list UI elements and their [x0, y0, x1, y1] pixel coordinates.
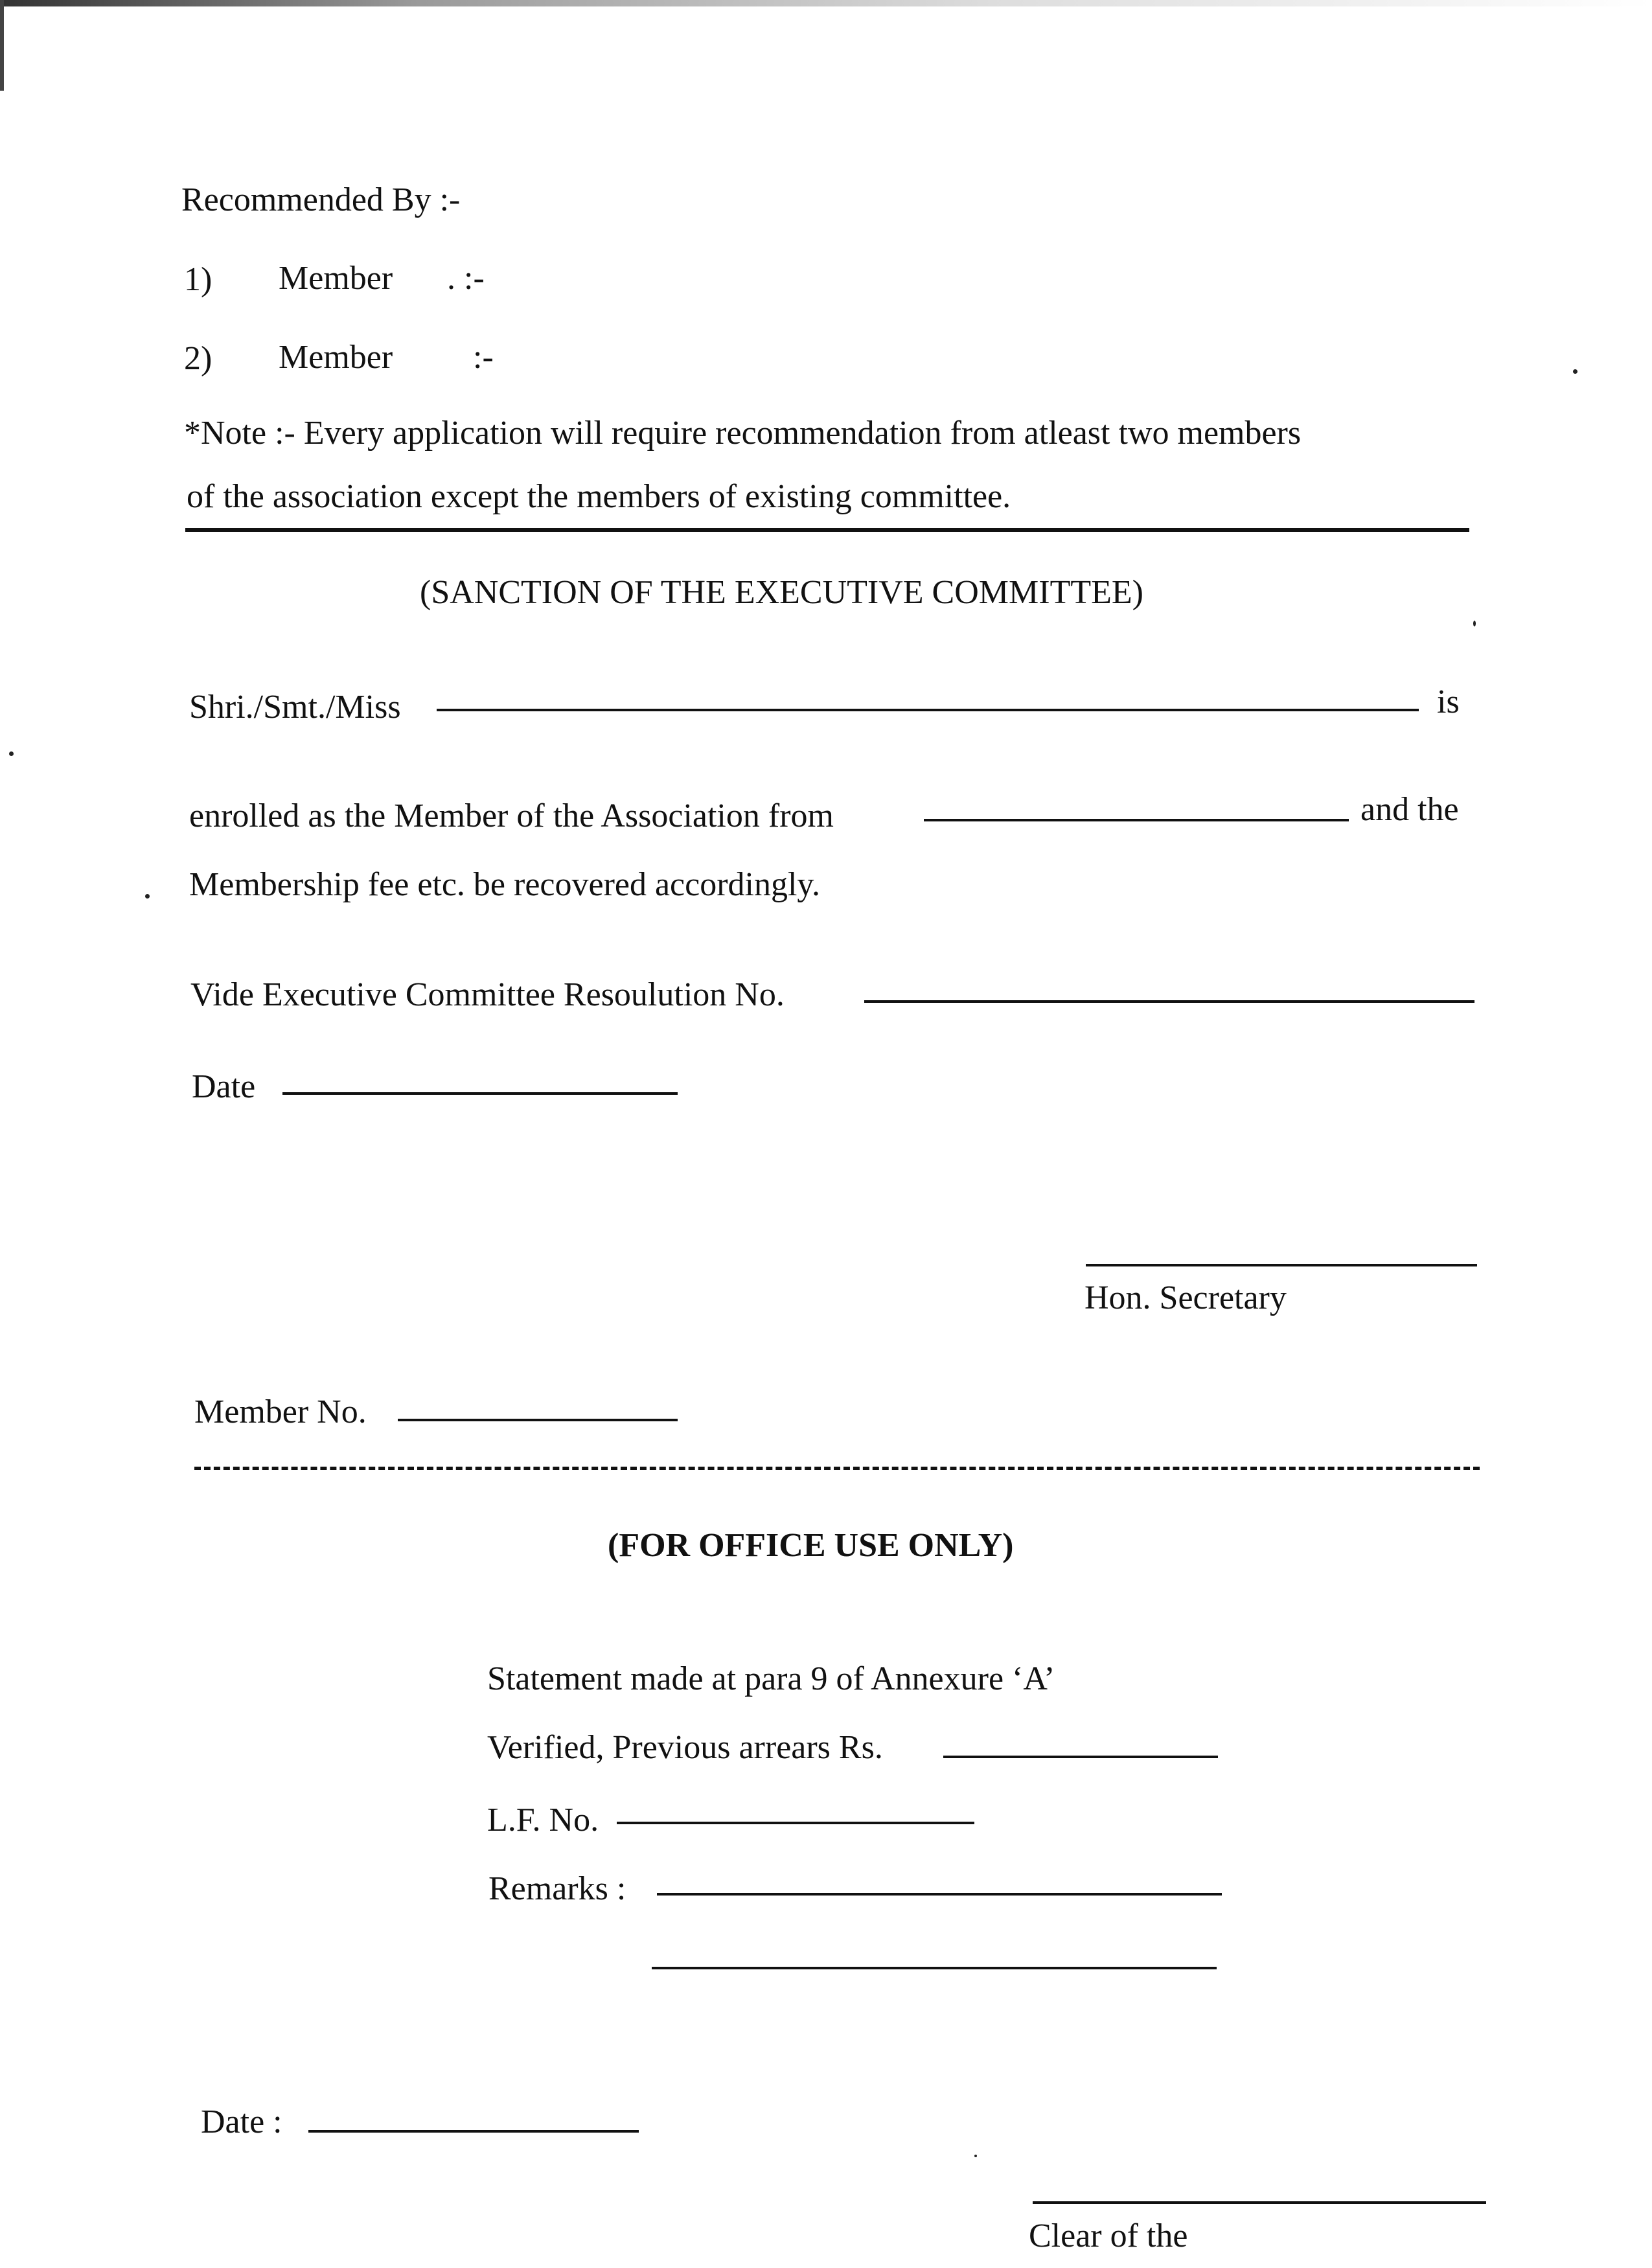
- member-2-label: Member: [279, 339, 393, 376]
- office-date-field[interactable]: [308, 2130, 639, 2133]
- recommended-by-heading: Recommended By :-: [181, 181, 461, 218]
- name-prefix-label: Shri./Smt./Miss: [189, 689, 401, 726]
- scan-edge-top: [0, 0, 1652, 6]
- secretary-signature-line[interactable]: [1086, 1264, 1477, 1266]
- clerk-signature-line[interactable]: [1033, 2201, 1486, 2204]
- member-number-label: Member No.: [194, 1393, 367, 1430]
- office-use-heading: (FOR OFFICE USE ONLY): [608, 1527, 1014, 1564]
- name-suffix-label: is: [1437, 683, 1460, 720]
- resolution-number-field[interactable]: [864, 1000, 1474, 1003]
- arrears-amount-field[interactable]: [943, 1756, 1218, 1758]
- lf-number-label: L.F. No.: [487, 1802, 599, 1838]
- verified-arrears-label: Verified, Previous arrears Rs.: [487, 1729, 883, 1766]
- note-line-2: of the association except the members of existing committee.: [187, 478, 1011, 515]
- section-divider-rule: [185, 528, 1469, 532]
- fee-recovery-text: Membership fee etc. be recovered accordingly.: [189, 866, 821, 903]
- member-1-separator: . :-: [447, 260, 485, 297]
- scan-speck: [1473, 621, 1476, 626]
- secretary-label: Hon. Secretary: [1084, 1279, 1287, 1316]
- sanction-date-label: Date: [192, 1068, 256, 1105]
- scan-speck: [9, 751, 14, 756]
- enrollment-date-field[interactable]: [924, 819, 1349, 821]
- member-1-number: 1): [184, 261, 212, 298]
- scan-speck: [145, 894, 150, 899]
- sanction-date-field[interactable]: [282, 1092, 678, 1095]
- office-date-label: Date :: [201, 2103, 282, 2140]
- scan-speck: [974, 2155, 977, 2157]
- statement-text: Statement made at para 9 of Annexure ‘A’: [487, 1660, 1055, 1697]
- member-name-field[interactable]: [437, 709, 1419, 711]
- enrolled-prefix-label: enrolled as the Member of the Association from: [189, 797, 834, 834]
- member-2-number: 2): [184, 340, 212, 377]
- member-number-field[interactable]: [398, 1419, 678, 1421]
- remarks-field-line-1[interactable]: [657, 1893, 1222, 1896]
- member-1-label: Member: [279, 260, 393, 297]
- resolution-label: Vide Executive Committee Resoulution No.: [190, 976, 785, 1013]
- member-2-separator: :-: [473, 339, 494, 376]
- note-line-1: *Note :- Every application will require recommendation from atleast two members: [184, 415, 1302, 452]
- scan-speck: [1573, 369, 1577, 374]
- cut-line-dashed: [194, 1467, 1480, 1470]
- remarks-field-line-2[interactable]: [652, 1967, 1217, 1969]
- scan-edge-left: [0, 0, 4, 91]
- remarks-label: Remarks :: [488, 1870, 626, 1907]
- enrolled-suffix-label: and the: [1360, 791, 1459, 828]
- clerk-label: Clear of the: [1029, 2217, 1188, 2254]
- lf-number-field[interactable]: [617, 1822, 974, 1824]
- sanction-heading: (SANCTION OF THE EXECUTIVE COMMITTEE): [420, 574, 1143, 611]
